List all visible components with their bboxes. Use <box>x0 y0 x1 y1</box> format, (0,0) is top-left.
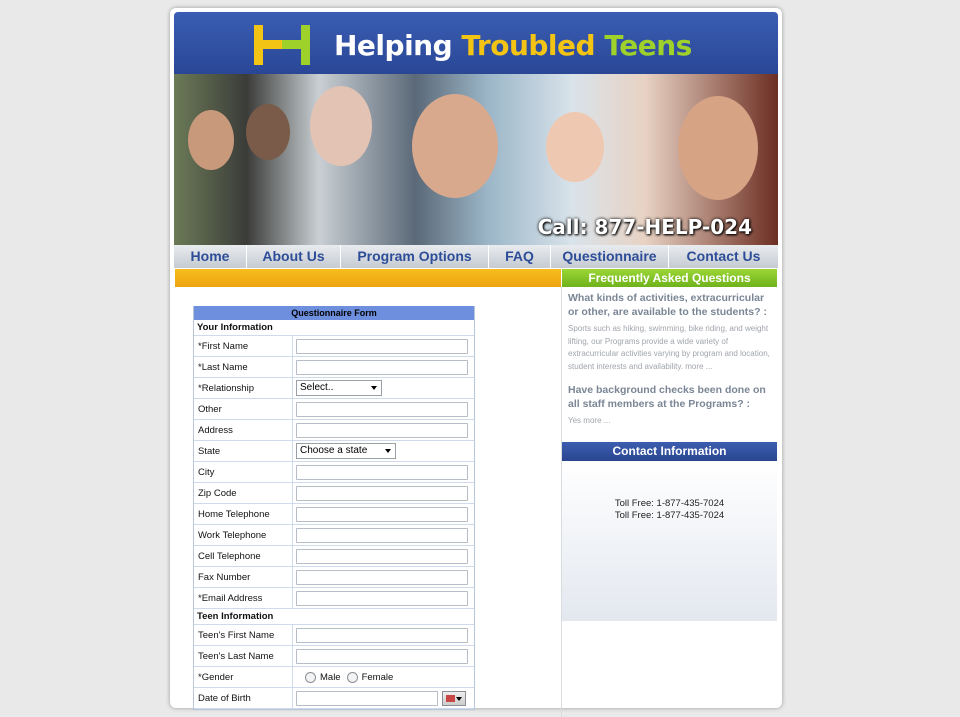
last-name-input[interactable] <box>296 360 468 375</box>
label-city: City <box>194 462 293 482</box>
label-work-telephone: Work Telephone <box>194 525 293 545</box>
form-row-cell-telephone <box>194 546 474 567</box>
faq-item <box>568 291 774 373</box>
form-row-gender <box>194 667 474 688</box>
label-date-of-birth: Date of Birth <box>194 688 293 708</box>
form-row-dob <box>194 688 474 709</box>
form-row-city <box>194 462 474 483</box>
label-fax-number: Fax Number <box>194 567 293 587</box>
email-address-input[interactable] <box>296 591 468 606</box>
gender-male-label: Male <box>320 671 341 683</box>
label-state: State <box>194 441 293 461</box>
banner-photo-teen-1 <box>188 110 234 170</box>
form-row-teen-last-name <box>194 646 474 667</box>
home-telephone-input[interactable] <box>296 507 468 522</box>
zip-code-input[interactable] <box>296 486 468 501</box>
state-select[interactable]: Choose a state <box>296 443 396 459</box>
contact-panel <box>562 461 777 621</box>
first-name-input[interactable] <box>296 339 468 354</box>
label-email-address: *Email Address <box>194 588 293 608</box>
content-header-bar <box>175 269 561 287</box>
form-row-home-telephone <box>194 504 474 525</box>
label-other: Other <box>194 399 293 419</box>
contact-toll-free: Toll Free: 1-877-435-7024 <box>614 510 725 521</box>
page-container <box>170 8 782 708</box>
faq-answer <box>568 415 774 428</box>
questionnaire-form <box>193 306 475 710</box>
title-word-helping: Helping <box>334 29 453 62</box>
faq-more-link[interactable]: more ... <box>685 361 713 371</box>
label-cell-telephone: Cell Telephone <box>194 546 293 566</box>
form-row-email <box>194 588 474 609</box>
site-title[interactable] <box>334 29 692 62</box>
gender-female-radio[interactable] <box>347 672 358 683</box>
hero-banner <box>174 74 778 245</box>
form-row-first-name <box>194 336 474 357</box>
faq-answer <box>568 323 774 373</box>
label-last-name: *Last Name <box>194 357 293 377</box>
contact-toll-free: Toll Free: 1-877-435-7024 <box>614 498 725 509</box>
contact-heading: Contact Information <box>562 442 777 461</box>
teen-first-name-input[interactable] <box>296 628 468 643</box>
faq-more-link[interactable]: more ... <box>583 416 611 425</box>
faq-answer-text: Yes <box>568 416 582 425</box>
site-header <box>174 12 778 74</box>
teen-last-name-input[interactable] <box>296 649 468 664</box>
gender-male-radio[interactable] <box>305 672 316 683</box>
address-input[interactable] <box>296 423 468 438</box>
faq-question[interactable]: What kinds of activities, extracurricular or other, are available to the students? : <box>568 292 767 318</box>
form-row-work-telephone <box>194 525 474 546</box>
banner-photo-teen-4 <box>412 94 498 198</box>
label-gender: *Gender <box>194 667 293 687</box>
form-row-relationship <box>194 378 474 399</box>
date-of-birth-input[interactable] <box>296 691 438 706</box>
form-row-other <box>194 399 474 420</box>
faq-question[interactable]: Have background checks been done on all staff members at the Programs? : <box>568 384 766 410</box>
label-address: Address <box>194 420 293 440</box>
label-first-name: *First Name <box>194 336 293 356</box>
logo-h-icon[interactable] <box>252 25 312 65</box>
form-title: Questionnaire Form <box>194 306 474 320</box>
section-teen-information: Teen Information <box>194 609 474 625</box>
label-teen-last-name: Teen's Last Name <box>194 646 293 666</box>
form-row-zip <box>194 483 474 504</box>
other-input[interactable] <box>296 402 468 417</box>
main-nav <box>174 245 778 268</box>
nav-program-options[interactable]: Program Options <box>341 245 489 268</box>
form-row-teen-first-name <box>194 625 474 646</box>
title-word-teens: Teens <box>604 29 692 62</box>
form-row-address <box>194 420 474 441</box>
city-input[interactable] <box>296 465 468 480</box>
form-row-fax <box>194 567 474 588</box>
form-row-state <box>194 441 474 462</box>
fax-number-input[interactable] <box>296 570 468 585</box>
nav-questionnaire[interactable]: Questionnaire <box>551 245 669 268</box>
nav-about-us[interactable]: About Us <box>247 245 341 268</box>
faq-answer-text: Sports such as hiking, swimming, bike riding, and weight lifting, our Programs provide a wide variety of extracurricular activities varying by program and location, student interests and availability. <box>568 324 770 371</box>
nav-contact-us[interactable]: Contact Us <box>686 248 761 264</box>
gender-female-label: Female <box>361 671 394 683</box>
banner-photo-teen-5 <box>546 112 604 182</box>
calendar-picker-icon[interactable] <box>442 691 466 706</box>
banner-photo-teen-6 <box>678 96 758 200</box>
label-teen-first-name: Teen's First Name <box>194 625 293 645</box>
section-your-information: Your Information <box>194 320 474 336</box>
call-phone-number: Call: 877-HELP-024 <box>537 215 752 239</box>
label-home-telephone: Home Telephone <box>194 504 293 524</box>
nav-faq[interactable]: FAQ <box>489 245 551 268</box>
faq-list <box>568 291 774 428</box>
banner-photo-teen-3 <box>310 86 372 166</box>
form-row-last-name <box>194 357 474 378</box>
title-word-troubled: Troubled <box>461 29 596 62</box>
banner-photo-teen-2 <box>246 104 290 160</box>
faq-item <box>568 383 774 428</box>
faq-heading: Frequently Asked Questions <box>562 269 777 287</box>
relationship-select[interactable]: Select.. <box>296 380 382 396</box>
label-relationship: *Relationship <box>194 378 293 398</box>
work-telephone-input[interactable] <box>296 528 468 543</box>
cell-telephone-input[interactable] <box>296 549 468 564</box>
nav-home[interactable]: Home <box>174 245 247 268</box>
label-zip-code: Zip Code <box>194 483 293 503</box>
